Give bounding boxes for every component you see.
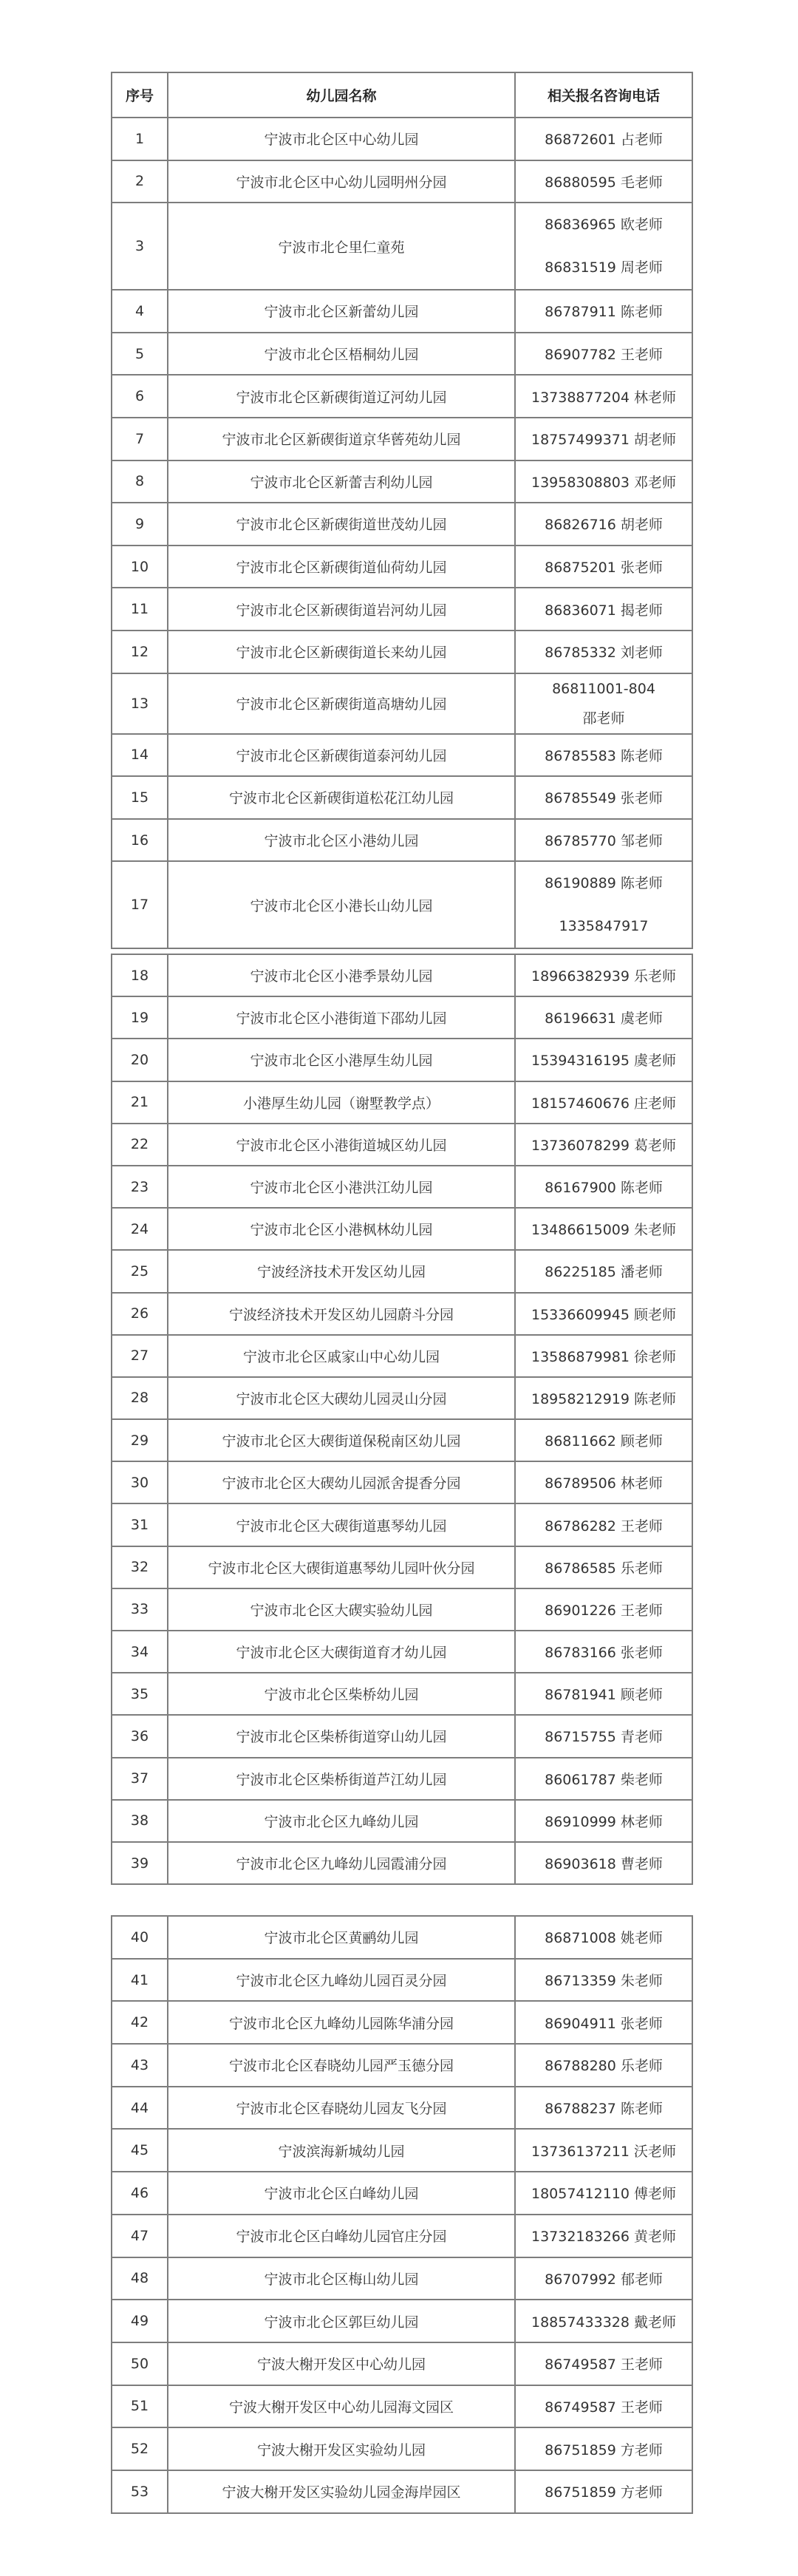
kindergarten-name: 宁波大榭开发区中心幼儿园海文园区 bbox=[168, 2385, 515, 2428]
table-row bbox=[112, 2172, 692, 2215]
table-row bbox=[112, 1039, 692, 1081]
table-row bbox=[112, 1124, 692, 1166]
kindergarten-table-part-3 bbox=[111, 1915, 693, 2514]
row-number: 24 bbox=[112, 1208, 168, 1250]
contact-phone bbox=[515, 861, 692, 948]
row-number: 9 bbox=[112, 503, 168, 546]
table-row bbox=[112, 996, 692, 1039]
contact-phone: 86785332 刘老师 bbox=[515, 631, 692, 673]
contact-phone: 13958308803 邓老师 bbox=[515, 461, 692, 503]
kindergarten-name: 宁波市北仑区九峰幼儿园陈华浦分园 bbox=[168, 2001, 515, 2044]
contact-phone: 86196631 虞老师 bbox=[515, 996, 692, 1039]
row-number: 13 bbox=[112, 673, 168, 734]
table-row bbox=[112, 954, 692, 996]
table-row bbox=[112, 2129, 692, 2172]
table-row bbox=[112, 1377, 692, 1419]
table-row bbox=[112, 2215, 692, 2257]
kindergarten-name: 宁波市北仑区新碶街道泰河幼儿园 bbox=[168, 734, 515, 777]
table-row bbox=[112, 1588, 692, 1631]
row-number: 38 bbox=[112, 1800, 168, 1842]
table-row bbox=[112, 1250, 692, 1292]
kindergarten-name: 宁波市北仑区新碶街道松花江幼儿园 bbox=[168, 776, 515, 819]
row-number: 48 bbox=[112, 2257, 168, 2300]
kindergarten-name: 宁波市北仑区大碶幼儿园派舍提香分园 bbox=[168, 1461, 515, 1503]
row-number: 35 bbox=[112, 1673, 168, 1715]
row-number: 33 bbox=[112, 1588, 168, 1631]
row-number: 52 bbox=[112, 2427, 168, 2470]
table-body bbox=[112, 118, 692, 948]
table-row bbox=[112, 2342, 692, 2385]
contact-phone: 86783166 张老师 bbox=[515, 1631, 692, 1673]
kindergarten-name: 宁波市北仑区柴桥幼儿园 bbox=[168, 1673, 515, 1715]
row-number: 15 bbox=[112, 776, 168, 819]
kindergarten-name: 小港厚生幼儿园（谢墅教学点） bbox=[168, 1081, 515, 1124]
row-number: 49 bbox=[112, 2300, 168, 2342]
row-number: 3 bbox=[112, 203, 168, 290]
row-number: 40 bbox=[112, 1916, 168, 1959]
kindergarten-name: 宁波市北仑区新碶街道世茂幼儿园 bbox=[168, 503, 515, 546]
table-row bbox=[112, 333, 692, 375]
row-number: 42 bbox=[112, 2001, 168, 2044]
kindergarten-name: 宁波市北仑区小港街道下邵幼儿园 bbox=[168, 996, 515, 1039]
contact-phone: 86871008 姚老师 bbox=[515, 1916, 692, 1959]
table-row bbox=[112, 1419, 692, 1461]
kindergarten-name: 宁波市北仑区春晓幼儿园友飞分园 bbox=[168, 2087, 515, 2130]
row-number: 10 bbox=[112, 546, 168, 588]
row-number: 27 bbox=[112, 1335, 168, 1377]
table-header-row bbox=[112, 72, 692, 118]
contact-phone: 86781941 顾老师 bbox=[515, 1673, 692, 1715]
header-number: 序号 bbox=[112, 72, 168, 118]
kindergarten-name: 宁波大榭开发区实验幼儿园 bbox=[168, 2427, 515, 2470]
table-row bbox=[112, 2044, 692, 2087]
row-number: 45 bbox=[112, 2129, 168, 2172]
contact-phone: 86903618 曹老师 bbox=[515, 1842, 692, 1884]
contact-phone: 86751859 方老师 bbox=[515, 2427, 692, 2470]
table-body bbox=[112, 1916, 692, 2513]
kindergarten-name: 宁波市北仑区九峰幼儿园百灵分园 bbox=[168, 1959, 515, 2002]
kindergarten-name: 宁波市北仑区新碶街道高塘幼儿园 bbox=[168, 673, 515, 734]
row-number: 28 bbox=[112, 1377, 168, 1419]
contact-phone: 86826716 胡老师 bbox=[515, 503, 692, 546]
contact-phone: 86901226 王老师 bbox=[515, 1588, 692, 1631]
contact-phone: 86872601 占老师 bbox=[515, 118, 692, 160]
row-number: 1 bbox=[112, 118, 168, 160]
table-row bbox=[112, 1631, 692, 1673]
table-row bbox=[112, 503, 692, 546]
table-row bbox=[112, 734, 692, 777]
table-row bbox=[112, 673, 692, 734]
table-row bbox=[112, 118, 692, 160]
kindergarten-name: 宁波市北仑区大碶实验幼儿园 bbox=[168, 1588, 515, 1631]
kindergarten-name: 宁波市北仑区郭巨幼儿园 bbox=[168, 2300, 515, 2342]
row-number: 46 bbox=[112, 2172, 168, 2215]
table-row bbox=[112, 1959, 692, 2002]
kindergarten-name: 宁波市北仑区小港厚生幼儿园 bbox=[168, 1039, 515, 1081]
row-number: 2 bbox=[112, 160, 168, 203]
contact-phone: 13736078299 葛老师 bbox=[515, 1124, 692, 1166]
contact-phone: 86904911 张老师 bbox=[515, 2001, 692, 2044]
row-number: 23 bbox=[112, 1166, 168, 1208]
contact-phone: 13732183266 黄老师 bbox=[515, 2215, 692, 2257]
table-row bbox=[112, 776, 692, 819]
kindergarten-name: 宁波市北仑区梅山幼儿园 bbox=[168, 2257, 515, 2300]
contact-phone: 86749587 王老师 bbox=[515, 2342, 692, 2385]
table-row bbox=[112, 1546, 692, 1588]
contact-phone: 86715755 青老师 bbox=[515, 1715, 692, 1757]
table-row bbox=[112, 2300, 692, 2342]
kindergarten-name: 宁波市北仑区大碶街道育才幼儿园 bbox=[168, 1631, 515, 1673]
table-row bbox=[112, 1461, 692, 1503]
contact-phone: 13586879981 徐老师 bbox=[515, 1335, 692, 1377]
row-number: 21 bbox=[112, 1081, 168, 1124]
table-row bbox=[112, 1673, 692, 1715]
table-row bbox=[112, 1293, 692, 1335]
table-row bbox=[112, 1715, 692, 1757]
table-row bbox=[112, 1503, 692, 1546]
table-row bbox=[112, 418, 692, 461]
row-number: 26 bbox=[112, 1293, 168, 1335]
contact-phone: 86785770 邹老师 bbox=[515, 819, 692, 862]
table-row bbox=[112, 461, 692, 503]
row-number: 37 bbox=[112, 1758, 168, 1800]
kindergarten-name: 宁波市北仑区九峰幼儿园霞浦分园 bbox=[168, 1842, 515, 1884]
table-row bbox=[112, 1842, 692, 1884]
row-number: 20 bbox=[112, 1039, 168, 1081]
table-row bbox=[112, 1758, 692, 1800]
table-body bbox=[112, 954, 692, 1884]
contact-phone: 86061787 柴老师 bbox=[515, 1758, 692, 1800]
kindergarten-name: 宁波市北仑区大碶幼儿园灵山分园 bbox=[168, 1377, 515, 1419]
contact-phone: 86788237 陈老师 bbox=[515, 2087, 692, 2130]
kindergarten-name: 宁波市北仑里仁童苑 bbox=[168, 203, 515, 290]
table-row bbox=[112, 2385, 692, 2428]
row-number: 7 bbox=[112, 418, 168, 461]
row-number: 51 bbox=[112, 2385, 168, 2428]
contact-phone: 86751859 方老师 bbox=[515, 2470, 692, 2513]
table-row bbox=[112, 1208, 692, 1250]
kindergarten-name: 宁波经济技术开发区幼儿园蔚斗分园 bbox=[168, 1293, 515, 1335]
table-row bbox=[112, 631, 692, 673]
kindergarten-name: 宁波市北仑区中心幼儿园明州分园 bbox=[168, 160, 515, 203]
contact-phone bbox=[515, 673, 692, 734]
row-number: 30 bbox=[112, 1461, 168, 1503]
row-number: 12 bbox=[112, 631, 168, 673]
row-number: 36 bbox=[112, 1715, 168, 1757]
header-kindergarten-name: 幼儿园名称 bbox=[168, 72, 515, 118]
table-row bbox=[112, 290, 692, 333]
table-row bbox=[112, 1335, 692, 1377]
row-number: 14 bbox=[112, 734, 168, 777]
contact-phone: 86785583 陈老师 bbox=[515, 734, 692, 777]
row-number: 53 bbox=[112, 2470, 168, 2513]
table-row bbox=[112, 2470, 692, 2513]
contact-phone: 86811662 顾老师 bbox=[515, 1419, 692, 1461]
row-number: 29 bbox=[112, 1419, 168, 1461]
kindergarten-name: 宁波市北仑区小港长山幼儿园 bbox=[168, 861, 515, 948]
contact-phone: 86788280 乐老师 bbox=[515, 2044, 692, 2087]
contact-phone-line-1: 86190889 陈老师 bbox=[545, 875, 663, 892]
contact-phone: 18857433328 戴老师 bbox=[515, 2300, 692, 2342]
row-number: 41 bbox=[112, 1959, 168, 2002]
contact-phone: 18958212919 陈老师 bbox=[515, 1377, 692, 1419]
table-row bbox=[112, 861, 692, 948]
row-number: 19 bbox=[112, 996, 168, 1039]
row-number: 47 bbox=[112, 2215, 168, 2257]
table-row bbox=[112, 160, 692, 203]
kindergarten-name: 宁波市北仑区中心幼儿园 bbox=[168, 118, 515, 160]
contact-phone-line-2: 86831519 周老师 bbox=[545, 259, 663, 276]
contact-phone: 86707992 郁老师 bbox=[515, 2257, 692, 2300]
kindergarten-name: 宁波市北仑区新碶街道长来幼儿园 bbox=[168, 631, 515, 673]
contact-phone: 18157460676 庄老师 bbox=[515, 1081, 692, 1124]
row-number: 17 bbox=[112, 861, 168, 948]
kindergarten-name: 宁波市北仑区小港季景幼儿园 bbox=[168, 954, 515, 996]
header-phone: 相关报名咨询电话 bbox=[515, 72, 692, 118]
contact-phone: 18757499371 胡老师 bbox=[515, 418, 692, 461]
contact-phone bbox=[515, 203, 692, 290]
kindergarten-name: 宁波市北仑区小港街道城区幼儿园 bbox=[168, 1124, 515, 1166]
row-number: 22 bbox=[112, 1124, 168, 1166]
row-number: 44 bbox=[112, 2087, 168, 2130]
contact-phone: 18966382939 乐老师 bbox=[515, 954, 692, 996]
kindergarten-name: 宁波市北仑区大碶街道保税南区幼儿园 bbox=[168, 1419, 515, 1461]
contact-phone-line-1: 86836965 欧老师 bbox=[545, 217, 663, 234]
kindergarten-name: 宁波滨海新城幼儿园 bbox=[168, 2129, 515, 2172]
table-row bbox=[112, 203, 692, 290]
kindergarten-name: 宁波市北仑区梧桐幼儿园 bbox=[168, 333, 515, 375]
kindergarten-name: 宁波市北仑区新碶街道岩河幼儿园 bbox=[168, 588, 515, 631]
row-number: 39 bbox=[112, 1842, 168, 1884]
row-number: 4 bbox=[112, 290, 168, 333]
contact-phone: 86836071 揭老师 bbox=[515, 588, 692, 631]
table-row bbox=[112, 2427, 692, 2470]
table-row bbox=[112, 1800, 692, 1842]
row-number: 16 bbox=[112, 819, 168, 862]
table-row bbox=[112, 2087, 692, 2130]
row-number: 34 bbox=[112, 1631, 168, 1673]
contact-phone: 86713359 朱老师 bbox=[515, 1959, 692, 2002]
kindergarten-name: 宁波市北仑区春晓幼儿园严玉德分园 bbox=[168, 2044, 515, 2087]
kindergarten-name: 宁波市北仑区小港洪江幼儿园 bbox=[168, 1166, 515, 1208]
contact-phone: 86910999 林老师 bbox=[515, 1800, 692, 1842]
kindergarten-name: 宁波市北仑区黄鹂幼儿园 bbox=[168, 1916, 515, 1959]
row-number: 25 bbox=[112, 1250, 168, 1292]
kindergarten-name: 宁波市北仑区白峰幼儿园官庄分园 bbox=[168, 2215, 515, 2257]
table-row bbox=[112, 1166, 692, 1208]
kindergarten-name: 宁波市北仑区新蕾幼儿园 bbox=[168, 290, 515, 333]
contact-phone: 86749587 王老师 bbox=[515, 2385, 692, 2428]
table-row bbox=[112, 1081, 692, 1124]
table-row bbox=[112, 2001, 692, 2044]
contact-phone: 86907782 王老师 bbox=[515, 333, 692, 375]
kindergarten-name: 宁波市北仑区大碶街道惠琴幼儿园 bbox=[168, 1503, 515, 1546]
contact-phone: 86167900 陈老师 bbox=[515, 1166, 692, 1208]
kindergarten-name: 宁波市北仑区戚家山中心幼儿园 bbox=[168, 1335, 515, 1377]
kindergarten-name: 宁波大榭开发区中心幼儿园 bbox=[168, 2342, 515, 2385]
contact-phone: 13738877204 林老师 bbox=[515, 375, 692, 418]
kindergarten-name: 宁波市北仑区新碶街道辽河幼儿园 bbox=[168, 375, 515, 418]
row-number: 8 bbox=[112, 461, 168, 503]
table-row bbox=[112, 1916, 692, 1959]
table-row bbox=[112, 2257, 692, 2300]
contact-phone: 86787911 陈老师 bbox=[515, 290, 692, 333]
row-number: 18 bbox=[112, 954, 168, 996]
contact-phone: 86875201 张老师 bbox=[515, 546, 692, 588]
row-number: 32 bbox=[112, 1546, 168, 1588]
contact-phone: 86785549 张老师 bbox=[515, 776, 692, 819]
row-number: 6 bbox=[112, 375, 168, 418]
contact-phone-line-2: 1335847917 bbox=[559, 918, 649, 935]
row-number: 31 bbox=[112, 1503, 168, 1546]
contact-phone: 86880595 毛老师 bbox=[515, 160, 692, 203]
contact-phone: 86225185 潘老师 bbox=[515, 1250, 692, 1292]
kindergarten-name: 宁波经济技术开发区幼儿园 bbox=[168, 1250, 515, 1292]
contact-phone: 18057412110 傅老师 bbox=[515, 2172, 692, 2215]
table-row bbox=[112, 375, 692, 418]
kindergarten-name: 宁波市北仑区新碶街道仙荷幼儿园 bbox=[168, 546, 515, 588]
row-number: 11 bbox=[112, 588, 168, 631]
contact-phone: 13486615009 朱老师 bbox=[515, 1208, 692, 1250]
row-number: 43 bbox=[112, 2044, 168, 2087]
table-row bbox=[112, 819, 692, 862]
kindergarten-table-part-2 bbox=[111, 954, 693, 1885]
contact-phone: 86789506 林老师 bbox=[515, 1461, 692, 1503]
row-number: 5 bbox=[112, 333, 168, 375]
table-row bbox=[112, 588, 692, 631]
kindergarten-name: 宁波市北仑区新蕾吉利幼儿园 bbox=[168, 461, 515, 503]
kindergarten-name: 宁波市北仑区新碶街道京华蒈苑幼儿园 bbox=[168, 418, 515, 461]
kindergarten-table-part-1 bbox=[111, 72, 693, 949]
kindergarten-name: 宁波市北仑区柴桥街道穿山幼儿园 bbox=[168, 1715, 515, 1757]
contact-phone: 13736137211 沃老师 bbox=[515, 2129, 692, 2172]
row-number: 50 bbox=[112, 2342, 168, 2385]
contact-phone: 86786282 王老师 bbox=[515, 1503, 692, 1546]
kindergarten-name: 宁波市北仑区小港幼儿园 bbox=[168, 819, 515, 862]
contact-phone: 86786585 乐老师 bbox=[515, 1546, 692, 1588]
kindergarten-name: 宁波市北仑区小港枫林幼儿园 bbox=[168, 1208, 515, 1250]
contact-phone: 15336609945 顾老师 bbox=[515, 1293, 692, 1335]
kindergarten-name: 宁波市北仑区柴桥街道芦江幼儿园 bbox=[168, 1758, 515, 1800]
contact-phone-line-1: 86811001-804 bbox=[552, 680, 655, 697]
contact-phone: 15394316195 虞老师 bbox=[515, 1039, 692, 1081]
contact-phone-line-2: 邵老师 bbox=[582, 710, 625, 727]
kindergarten-name: 宁波市北仑区九峰幼儿园 bbox=[168, 1800, 515, 1842]
kindergarten-name: 宁波市北仑区大碶街道惠琴幼儿园叶伙分园 bbox=[168, 1546, 515, 1588]
table-row bbox=[112, 546, 692, 588]
kindergarten-name: 宁波市北仑区白峰幼儿园 bbox=[168, 2172, 515, 2215]
kindergarten-name: 宁波大榭开发区实验幼儿园金海岸园区 bbox=[168, 2470, 515, 2513]
